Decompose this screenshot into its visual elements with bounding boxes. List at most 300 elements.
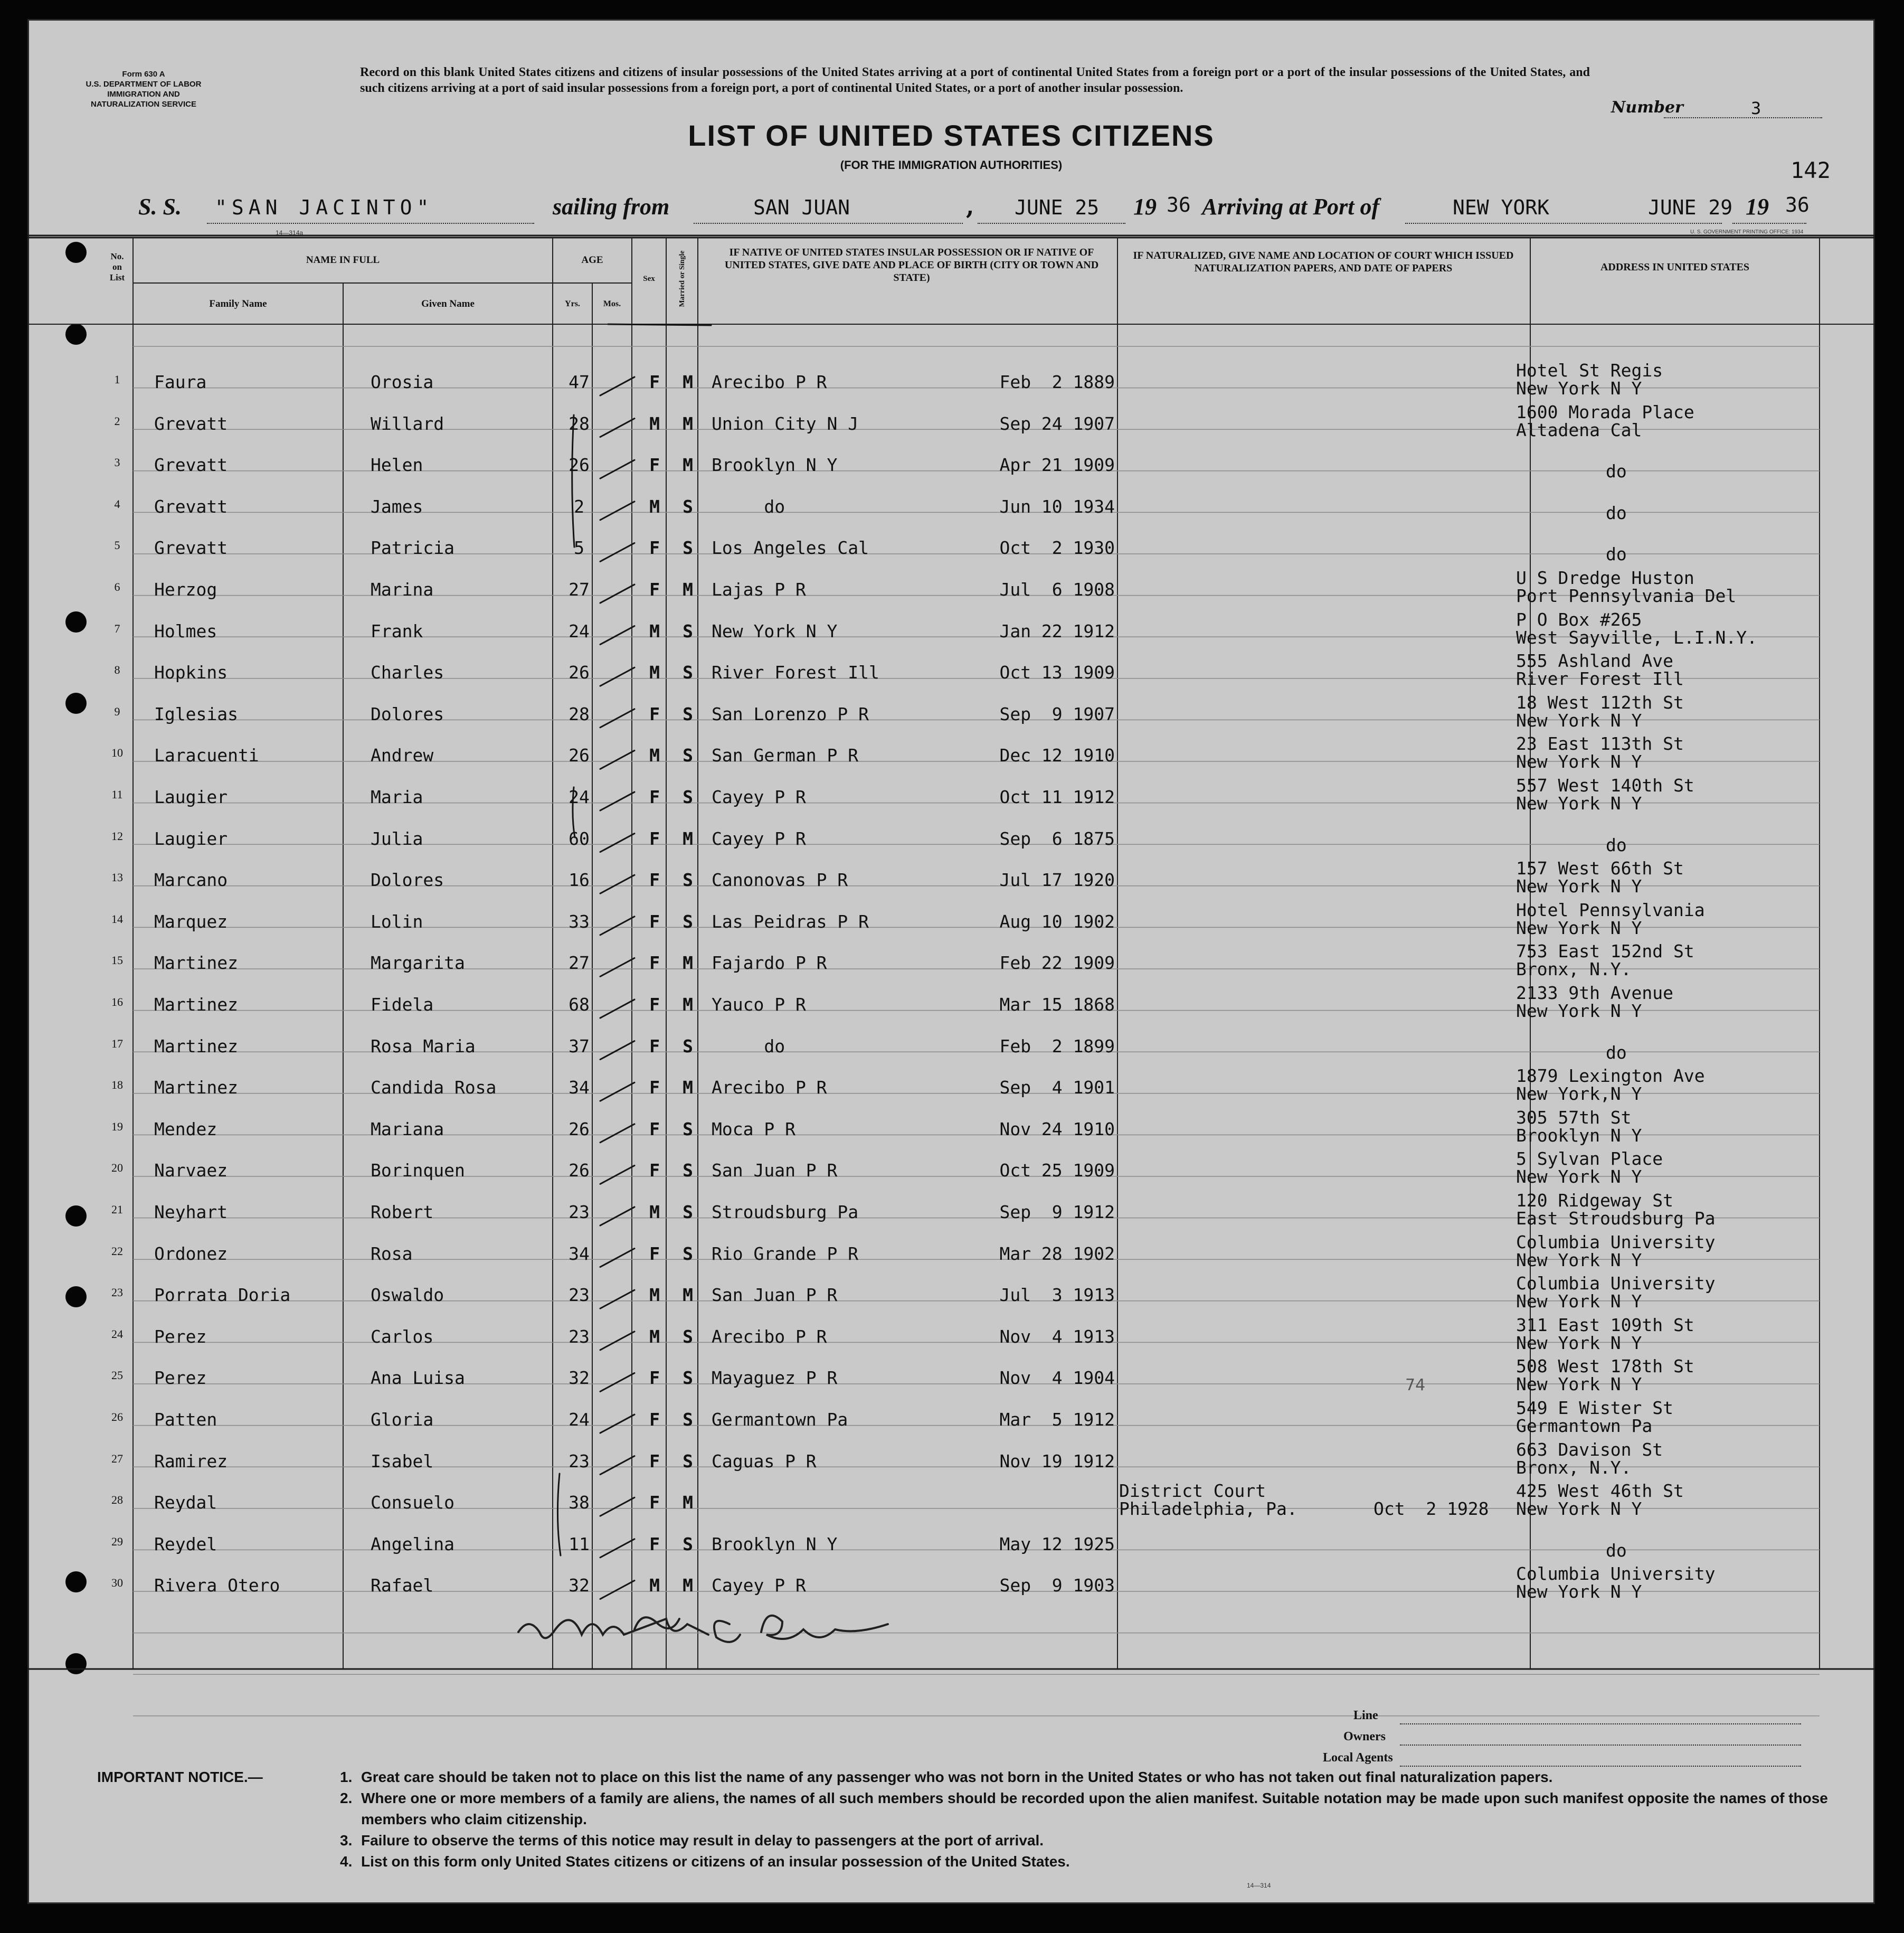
marital-status: M <box>683 372 693 392</box>
birthplace: Germantown Pa <box>712 1409 848 1430</box>
address-line-2: New York N Y <box>1516 1166 1642 1187</box>
marital-status: M <box>683 953 693 974</box>
age-years: 28 <box>569 413 590 434</box>
birth-date: Jul 6 1908 <box>999 579 1115 600</box>
arrival-year-prefix: 19 <box>1746 194 1769 220</box>
family-name: Perez <box>154 1368 207 1389</box>
col-name-in-full: NAME IN FULL <box>306 254 380 266</box>
check-tick <box>600 1290 634 1308</box>
birthplace: San Juan P R <box>712 1160 838 1181</box>
age-years: 23 <box>569 1285 590 1306</box>
row-number: 17 <box>111 1036 123 1050</box>
col-family-name: Family Name <box>209 298 267 309</box>
address-line-1: 555 Ashland Ave <box>1516 650 1674 672</box>
birthplace: Stroudsburg Pa <box>712 1202 859 1222</box>
comma-separator: , <box>966 193 974 220</box>
address-line-2: East Stroudsburg Pa <box>1516 1208 1716 1229</box>
family-name: Mendez <box>154 1118 217 1139</box>
check-tick <box>600 377 634 395</box>
check-tick <box>600 626 634 645</box>
family-name: Holmes <box>154 620 217 642</box>
sex: M <box>649 1285 660 1306</box>
birthplace: San Lorenzo P R <box>712 703 869 724</box>
address-line-2: New York N Y <box>1516 1498 1642 1520</box>
given-name: Frank <box>371 620 423 642</box>
nat-place: Philadelphia, Pa. <box>1119 1498 1297 1520</box>
row-number: 9 <box>114 704 120 718</box>
col-yrs: Yrs. <box>565 299 580 308</box>
given-name: Patricia <box>371 538 454 559</box>
ship-prefix: S. S. <box>138 194 182 220</box>
birth-date: Oct 11 1912 <box>999 787 1115 807</box>
birth-date: Mar 28 1902 <box>999 1243 1115 1264</box>
row-number: 11 <box>111 788 123 801</box>
col-no-line: on <box>112 262 122 272</box>
sex: M <box>649 745 660 766</box>
birth-date: Aug 10 1902 <box>999 911 1115 932</box>
row-number: 16 <box>111 995 123 1008</box>
check-tick <box>600 1415 634 1433</box>
check-tick <box>600 917 634 935</box>
sex: F <box>649 994 660 1015</box>
birthplace: Yauco P R <box>712 994 806 1015</box>
given-name: Gloria <box>371 1409 434 1430</box>
birth-date: Sep 6 1875 <box>999 828 1115 849</box>
sex: F <box>649 703 660 724</box>
birthplace: Cayey P R <box>712 1575 806 1596</box>
birthplace: Los Angeles Cal <box>712 538 869 559</box>
given-name: Ana Luisa <box>371 1368 465 1389</box>
address-line-2: do <box>1606 1042 1627 1063</box>
birthplace: Fajardo P R <box>712 953 827 974</box>
notice-text: Failure to observe the terms of this notice may result in delay to passengers at the port of arrival. <box>361 1832 1044 1849</box>
address-line-1: 5 Sylvan Place <box>1516 1148 1663 1170</box>
given-name: Lolin <box>371 911 423 932</box>
sex: F <box>649 787 660 807</box>
family-name: Marcano <box>154 870 228 891</box>
given-name: Dolores <box>371 703 444 724</box>
marital-status: M <box>683 1492 693 1513</box>
owners-label: Owners <box>1343 1730 1386 1743</box>
birthplace: San Juan P R <box>712 1285 838 1306</box>
birthplace: Brooklyn N Y <box>712 455 838 476</box>
arrival-port: NEW YORK <box>1453 196 1550 219</box>
number-label: Number <box>1611 98 1683 117</box>
birth-date: Feb 2 1899 <box>999 1035 1115 1057</box>
birth-date: Nov 4 1904 <box>999 1368 1115 1389</box>
age-years: 26 <box>569 745 590 766</box>
marital-status: S <box>683 538 693 559</box>
sex: F <box>649 870 660 891</box>
owners-underline <box>1400 1745 1801 1746</box>
birth-date: Oct 13 1909 <box>999 662 1115 683</box>
tick-marks <box>27 19 1875 1904</box>
given-name: Willard <box>371 413 444 434</box>
age-years: 33 <box>569 911 590 932</box>
sail-year: 36 <box>1167 193 1191 216</box>
sail-year-prefix: 19 <box>1133 194 1157 220</box>
family-name: Grevatt <box>154 455 228 476</box>
birth-date: Jul 3 1913 <box>999 1285 1115 1306</box>
row-number: 18 <box>111 1078 123 1092</box>
age-years: 34 <box>569 1243 590 1264</box>
age-years: 32 <box>569 1368 590 1389</box>
check-tick <box>600 502 634 520</box>
form-line: NATURALIZATION SERVICE <box>90 100 196 109</box>
check-tick <box>600 958 634 976</box>
address-line-2: New York N Y <box>1516 1291 1642 1312</box>
marital-status: S <box>683 911 693 932</box>
birth-date: Jul 17 1920 <box>999 870 1115 891</box>
local-agents-label: Local Agents <box>1323 1751 1393 1765</box>
col-mos: Mos. <box>603 299 621 308</box>
row-number: 26 <box>111 1410 123 1423</box>
address-line-1: 311 East 109th St <box>1516 1314 1694 1335</box>
family-name: Grevatt <box>154 538 228 559</box>
address-line-2: River Forest Ill <box>1516 668 1684 690</box>
sex: F <box>649 1368 660 1389</box>
row-number: 22 <box>111 1244 123 1258</box>
sex: M <box>649 1575 660 1596</box>
age-years: 24 <box>569 620 590 642</box>
sex: F <box>649 1160 660 1181</box>
family-name: Martinez <box>154 1077 238 1098</box>
family-name: Laugier <box>154 828 228 849</box>
birthplace: Cayey P R <box>712 828 806 849</box>
marital-status: M <box>683 1285 693 1306</box>
marital-status: S <box>683 1202 693 1222</box>
family-name: Hopkins <box>154 662 228 683</box>
sail-date: JUNE 25 <box>1015 196 1100 219</box>
address-line-1: 305 57th St <box>1516 1107 1632 1128</box>
nat-date: Oct 2 1928 <box>1373 1498 1489 1520</box>
birth-date: Sep 9 1912 <box>999 1202 1115 1222</box>
given-name: Consuelo <box>371 1492 454 1513</box>
sex: F <box>649 1409 660 1430</box>
address-line-2: do <box>1606 461 1627 482</box>
address-line-1: Columbia University <box>1516 1273 1716 1294</box>
address-line-1: Hotel St Regis <box>1516 360 1663 381</box>
row-number: 8 <box>114 663 120 677</box>
row-number: 15 <box>111 954 123 967</box>
age-years: 24 <box>569 787 590 807</box>
row-number: 20 <box>111 1161 123 1175</box>
age-years: 23 <box>569 1202 590 1222</box>
row-number: 3 <box>114 456 120 469</box>
sex: F <box>649 1118 660 1139</box>
form-line: IMMIGRATION AND <box>107 90 180 99</box>
check-tick <box>600 750 634 769</box>
birth-date: Nov 4 1913 <box>999 1326 1115 1347</box>
sex: F <box>649 538 660 559</box>
sex: M <box>649 413 660 434</box>
form-code-top: 14—314a <box>276 229 304 237</box>
col-married-single: Married or Single <box>678 250 686 307</box>
marital-status: S <box>683 1243 693 1264</box>
given-name: Carlos <box>371 1326 434 1347</box>
check-tick <box>600 1497 634 1516</box>
address-line-2: New York N Y <box>1516 751 1642 772</box>
age-years: 26 <box>569 455 590 476</box>
birth-date: Oct 2 1930 <box>999 538 1115 559</box>
birthplace: Arecibo P R <box>712 1326 827 1347</box>
record-instructions: Record on this blank United States citizens and citizens of insular possessions of the United States arriving at a port of continental United States from a foreign port or a port of the insular possessions of the United States, and such citizens arriving at a port of said insular possessions from a foreign port, a port of continental United States, or a port of another insular possession. <box>360 65 1590 95</box>
given-name: Margarita <box>371 953 465 974</box>
birth-date: Sep 4 1901 <box>999 1077 1115 1098</box>
birthplace: Cayey P R <box>712 787 806 807</box>
page-number: 142 <box>1791 157 1831 183</box>
age-years: 23 <box>569 1450 590 1472</box>
address-line-1: 425 West 46th St <box>1516 1481 1684 1502</box>
marital-status: S <box>683 1368 693 1389</box>
number-value: 3 <box>1751 98 1761 118</box>
sex: F <box>649 828 660 849</box>
check-tick <box>600 1539 634 1558</box>
age-years: 5 <box>574 538 584 559</box>
check-tick <box>600 1456 634 1475</box>
check-tick <box>600 1082 634 1101</box>
age-years: 11 <box>569 1533 590 1554</box>
marital-status: S <box>683 1533 693 1554</box>
birth-date: Nov 19 1912 <box>999 1450 1115 1472</box>
given-name: Borinquen <box>371 1160 465 1181</box>
check-tick <box>600 1249 634 1267</box>
check-tick <box>600 792 634 810</box>
age-years: 38 <box>569 1492 590 1513</box>
col-naturalized: IF NATURALIZED, GIVE NAME AND LOCATION OF COURT WHICH ISSUED NATURALIZATION PAPERS, AND DATE OF PAPERS <box>1133 250 1514 274</box>
birthplace: San German P R <box>712 745 859 766</box>
check-tick <box>600 1124 634 1143</box>
sex: F <box>649 1035 660 1057</box>
address-line-2: New York N Y <box>1516 917 1642 938</box>
sex: F <box>649 372 660 392</box>
sex: F <box>649 1077 660 1098</box>
row-number: 23 <box>111 1286 123 1299</box>
col-address: ADDRESS IN UNITED STATES <box>1600 261 1750 273</box>
age-years: 23 <box>569 1326 590 1347</box>
address-line-1: P O Box #265 <box>1516 609 1642 630</box>
family-name: Martinez <box>154 1035 238 1057</box>
given-name: Rosa Maria <box>371 1035 476 1057</box>
row-number: 25 <box>111 1369 123 1382</box>
nat-court: District Court <box>1119 1481 1266 1502</box>
birthplace: Brooklyn N Y <box>712 1533 838 1554</box>
row-number: 12 <box>111 829 123 843</box>
given-name: Julia <box>371 828 423 849</box>
marital-status: S <box>683 496 693 517</box>
birthplace: River Forest Ill <box>712 662 879 683</box>
address-line-2: West Sayville, L.I.N.Y. <box>1516 627 1757 648</box>
family-name: Martinez <box>154 994 238 1015</box>
given-name: Orosia <box>371 372 434 392</box>
marital-status: S <box>683 1326 693 1347</box>
notice-text: List on this form only United States citizens or citizens of an insular possession of the United States. <box>361 1853 1070 1870</box>
notice-text: Where one or more members of a family are aliens, the names of all such members should be recorded upon the alien manifest. Suitable notation may be made upon such manifest opposite the names of those members who claim citizenship. <box>361 1790 1828 1827</box>
given-name: Rosa <box>371 1243 413 1264</box>
address-line-1: 157 West 66th St <box>1516 858 1684 879</box>
address-line-2: New York N Y <box>1516 710 1642 731</box>
notice-number: 1. <box>340 1769 353 1785</box>
address-line-2: New York N Y <box>1516 1332 1642 1353</box>
sex: F <box>649 1492 660 1513</box>
notice-number: 2. <box>340 1790 353 1806</box>
address-line-1: U S Dredge Huston <box>1516 568 1694 588</box>
address-line-2: New York N Y <box>1516 378 1642 399</box>
family-name: Martinez <box>154 953 238 974</box>
family-name: Narvaez <box>154 1160 228 1181</box>
marital-status: S <box>683 787 693 807</box>
given-name: Mariana <box>371 1118 444 1139</box>
check-tick <box>600 1332 634 1350</box>
row-number: 1 <box>114 373 120 386</box>
sex: F <box>649 1450 660 1472</box>
stray-mark: 74 <box>1405 1376 1426 1394</box>
given-name: Rafael <box>371 1575 434 1596</box>
check-tick <box>600 1207 634 1225</box>
birthplace: Rio Grande P R <box>712 1243 859 1264</box>
check-tick <box>600 543 634 561</box>
address-line-2: do <box>1606 1540 1627 1561</box>
family-name: Neyhart <box>154 1202 228 1222</box>
marital-status: S <box>683 1118 693 1139</box>
marital-status: M <box>683 828 693 849</box>
age-years: 37 <box>569 1035 590 1057</box>
row-number: 13 <box>111 871 123 884</box>
row-number: 7 <box>114 621 120 635</box>
given-name: James <box>371 496 423 517</box>
address-line-1: 557 West 140th St <box>1516 775 1694 796</box>
family-name: Faura <box>154 372 207 392</box>
birth-date: Sep 9 1903 <box>999 1575 1115 1596</box>
address-line-2: Altadena Cal <box>1516 419 1642 440</box>
given-name: Dolores <box>371 870 444 891</box>
given-name: Fidela <box>371 994 434 1015</box>
birth-date: Apr 21 1909 <box>999 455 1115 476</box>
family-name: Reydel <box>154 1533 217 1554</box>
row-number: 6 <box>114 580 120 593</box>
address-line-1: 23 East 113th St <box>1516 733 1684 755</box>
address-line-2: New York N Y <box>1516 1001 1642 1021</box>
age-years: 24 <box>569 1409 590 1430</box>
row-number: 4 <box>114 497 120 511</box>
page-subtitle: (FOR THE IMMIGRATION AUTHORITIES) <box>840 158 1063 172</box>
address-line-2: New York,N Y <box>1516 1083 1642 1105</box>
given-name: Isabel <box>371 1450 434 1472</box>
row-number: 19 <box>111 1119 123 1133</box>
address-line-1: 753 East 152nd St <box>1516 941 1694 962</box>
row-number: 10 <box>111 746 123 760</box>
address-line-2: Port Pennsylvania Del <box>1516 586 1737 606</box>
birthplace: Moca P R <box>712 1118 795 1139</box>
address-line-1: 120 Ridgeway St <box>1516 1190 1674 1211</box>
address-line-1: 549 E Wister St <box>1516 1398 1674 1418</box>
check-tick <box>600 709 634 728</box>
birth-date: May 12 1925 <box>999 1533 1115 1554</box>
gpo-note: U. S. GOVERNMENT PRINTING OFFICE: 1934 <box>1690 229 1804 235</box>
family-name: Iglesias <box>154 703 238 724</box>
birth-date: Mar 15 1868 <box>999 994 1115 1015</box>
sex: F <box>649 455 660 476</box>
notice-text: Great care should be taken not to place on this list the name of any passenger who was not born in the United States or who has not taken out final naturalization papers. <box>361 1769 1553 1785</box>
given-name: Robert <box>371 1202 434 1222</box>
age-years: 47 <box>569 372 590 392</box>
address-line-2: New York N Y <box>1516 793 1642 814</box>
check-tick <box>600 460 634 478</box>
address-line-1: 2133 9th Avenue <box>1516 983 1674 1003</box>
birthplace: Las Peidras P R <box>712 911 869 932</box>
check-tick <box>600 1041 634 1060</box>
birthplace: Caguas P R <box>712 1450 817 1472</box>
address-line-1: 18 West 112th St <box>1516 692 1684 713</box>
given-name: Marina <box>371 579 434 600</box>
sailing-from-port: SAN JUAN <box>753 196 850 219</box>
marital-status: S <box>683 620 693 642</box>
marital-status: S <box>683 703 693 724</box>
line-underline <box>1400 1723 1801 1724</box>
given-name: Helen <box>371 455 423 476</box>
birthplace: Canonovas P R <box>712 870 848 891</box>
sex: M <box>649 620 660 642</box>
birth-date: Dec 12 1910 <box>999 745 1115 766</box>
sex: M <box>649 1202 660 1222</box>
family-name: Grevatt <box>154 413 228 434</box>
age-years: 27 <box>569 579 590 600</box>
row-number: 24 <box>111 1327 123 1341</box>
check-tick <box>600 834 634 852</box>
marital-status: S <box>683 662 693 683</box>
row-number: 29 <box>111 1534 123 1548</box>
birthplace: Arecibo P R <box>712 372 827 392</box>
page-title: LIST OF UNITED STATES CITIZENS <box>688 119 1215 152</box>
sex: F <box>649 1533 660 1554</box>
manifest-sheet <box>27 19 1875 1904</box>
form-line: Form 630 A <box>122 70 165 79</box>
family-name: Grevatt <box>154 496 228 517</box>
birthplace: New York N Y <box>712 620 838 642</box>
marital-status: S <box>683 1160 693 1181</box>
address-line-2: do <box>1606 502 1627 523</box>
age-years: 32 <box>569 1575 590 1596</box>
age-years: 27 <box>569 953 590 974</box>
sex: F <box>649 911 660 932</box>
check-tick <box>600 999 634 1018</box>
birth-date: Nov 24 1910 <box>999 1118 1115 1139</box>
address-line-2: do <box>1606 544 1627 565</box>
check-tick <box>600 667 634 686</box>
marital-status: S <box>683 1409 693 1430</box>
birth-date: Feb 22 1909 <box>999 953 1115 974</box>
arrival-year: 36 <box>1785 193 1810 216</box>
col-no-line: List <box>109 272 125 282</box>
marital-status: M <box>683 579 693 600</box>
marital-status: S <box>683 1450 693 1472</box>
row-number: 2 <box>114 414 120 428</box>
form-code-bottom: 14—314 <box>1247 1882 1271 1889</box>
sailing-from-label: sailing from <box>553 194 670 220</box>
marital-status: M <box>683 455 693 476</box>
address-line-1: Hotel Pennsylvania <box>1516 899 1705 920</box>
address-line-1: 508 West 178th St <box>1516 1356 1694 1377</box>
row-number: 5 <box>114 539 120 552</box>
check-tick <box>600 584 634 603</box>
marital-status: M <box>683 413 693 434</box>
birth-date: Oct 25 1909 <box>999 1160 1115 1181</box>
family-name: Laugier <box>154 787 228 807</box>
age-years: 26 <box>569 1118 590 1139</box>
family-name: Ramirez <box>154 1450 228 1472</box>
age-years: 28 <box>569 703 590 724</box>
col-sex: Sex <box>643 275 655 283</box>
